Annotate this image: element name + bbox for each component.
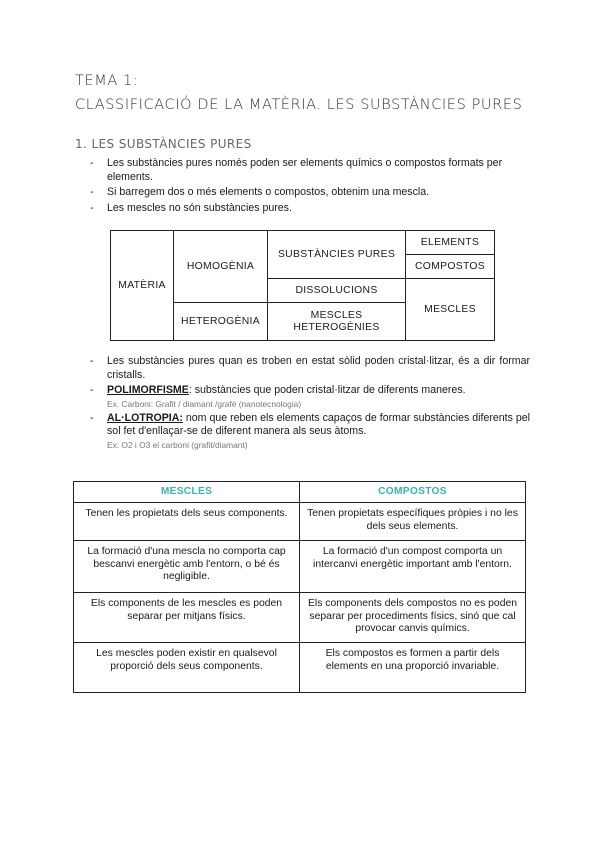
- list-item: - Les substàncies pures només poden ser elements químics o compostos formats per elements.: [90, 157, 530, 184]
- polimorfisme-example: Ex. Carboni: Grafit / diamant /grafè (nanotecnologia): [107, 398, 302, 409]
- table-cell: La formació d'una mescla no comporta cap bescanvi energètic amb l'entorn, o bé és negligible.: [74, 541, 300, 593]
- section-heading: 1. LES SUBSTÀNCIES PURES: [75, 137, 252, 151]
- table-row: [74, 503, 526, 541]
- table-row: [74, 643, 526, 693]
- table-cell: Tenen propietats específiques pròpies i no les dels seus elements.: [300, 503, 526, 541]
- allotropia-definition: nom que reben els elements capaços de formar substàncies diferents pel sol fet d'enllaçar-se de diferent manera als seus àtoms.: [107, 411, 530, 437]
- table-cell: La formació d'un compost comporta un intercanvi energètic important amb l'entorn.: [300, 541, 526, 593]
- table-cell: Els compostos es formen a partir dels elements en una proporció invariable.: [300, 643, 526, 693]
- list-item: - Les mescles no són substàncies pures.: [90, 202, 530, 216]
- cell-mescles: MESCLES: [406, 279, 495, 341]
- cell-materia: MATÈRIA: [111, 231, 174, 341]
- table-header-row: [74, 482, 526, 503]
- matter-classification-table: [110, 230, 495, 341]
- cell-homogenia: HOMOGÈNIA: [174, 231, 268, 303]
- list-item: [90, 412, 530, 451]
- cell-substancies-pures: SUBSTÀNCIES PURES: [268, 231, 406, 279]
- cell-dissolucions: DISSOLUCIONS: [268, 279, 406, 303]
- polimorfisme-definition: : substàncies que poden cristal·litzar de diferents maneres.: [188, 384, 466, 396]
- table-row: [74, 541, 526, 593]
- properties-bullet-list: [90, 355, 530, 453]
- table-cell: Els components de les mescles es poden separar per mitjans físics.: [74, 593, 300, 643]
- crystallization-text: Les substàncies pures quan es troben en estat sòlid poden cristal·litzar, és a dir formar cristalls.: [107, 355, 530, 381]
- topic-subtitle: CLASSIFICACIÓ DE LA MATÈRIA. LES SUBSTÀNCIES PURES: [75, 97, 523, 113]
- cell-mescles-heterogenies: MESCLES HETEROGÈNIES: [268, 303, 406, 341]
- list-item: [90, 355, 530, 382]
- polimorfisme-term: POLIMORFISME: [107, 384, 189, 396]
- allotropia-term: AL·LOTROPIA:: [107, 411, 183, 424]
- header-mescles: MESCLES: [74, 482, 300, 503]
- table-cell: Les mescles poden existir en qualsevol proporció dels seus components.: [74, 643, 300, 693]
- table-row: [74, 593, 526, 643]
- cell-heterogenia: HETEROGÈNIA: [174, 303, 268, 341]
- cell-elements: ELEMENTS: [406, 231, 495, 255]
- table-cell: Els components dels compostos no es poden separar per procediments físics, sinó que cal provocar canvis químics.: [300, 593, 526, 643]
- topic-title: TEMA 1:: [75, 73, 139, 89]
- cell-compostos: COMPOSTOS: [406, 255, 495, 279]
- header-compostos: COMPOSTOS: [300, 482, 526, 503]
- table-cell: Tenen les propietats dels seus components.: [74, 503, 300, 541]
- list-item: [90, 384, 530, 410]
- intro-bullet-list: [90, 157, 530, 217]
- mixtures-vs-compounds-table: [73, 481, 526, 693]
- list-item: - Si barregem dos o més elements o compostos, obtenim una mescla.: [90, 186, 530, 200]
- allotropia-example: Ex: O2 i O3 el carboni (grafit/diamant): [107, 439, 248, 450]
